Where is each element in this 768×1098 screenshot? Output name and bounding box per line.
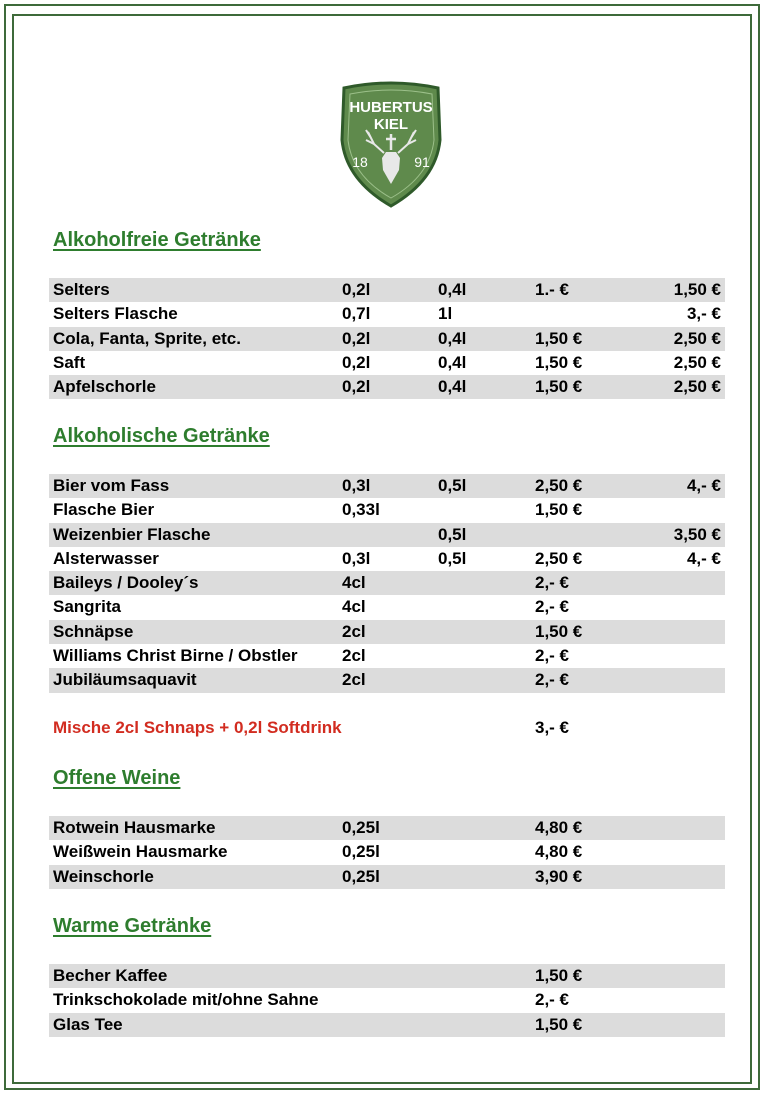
item-price-1: 2,- € <box>535 597 570 617</box>
item-price-1: 1,50 € <box>535 621 583 641</box>
item-name: Alsterwasser <box>53 548 159 568</box>
section-title-alkoholisch: Alkoholische Getränke <box>53 425 270 447</box>
table-row <box>49 620 725 644</box>
table-alkoholfrei <box>49 278 725 399</box>
item-volume-1: 2cl <box>342 646 366 666</box>
item-price-2: 1,50 € <box>673 280 721 299</box>
table-weine <box>49 816 725 889</box>
item-volume-1: 0,25l <box>342 866 380 886</box>
item-volume-1: 2cl <box>342 670 366 690</box>
item-volume-2: 1l <box>438 304 453 324</box>
section-title-alkoholfrei: Alkoholfreie Getränke <box>53 229 261 251</box>
item-price-1: 2,- € <box>535 573 570 593</box>
table-row <box>49 523 725 547</box>
item-name: Becher Kaffee <box>53 966 168 985</box>
item-volume-2: 0,5l <box>438 548 467 568</box>
item-name: Williams Christ Birne / Obstler <box>53 646 298 666</box>
item-volume-1: 0,3l <box>342 476 371 495</box>
item-volume-1: 0,25l <box>342 842 380 862</box>
item-price-2: 2,50 € <box>673 352 721 372</box>
item-price-2: 4,- € <box>686 548 721 568</box>
item-volume-1: 4cl <box>342 573 366 593</box>
item-volume-2: 0,4l <box>438 328 467 348</box>
item-name: Weizenbier Flasche <box>53 524 211 544</box>
table-row <box>49 547 725 571</box>
item-price-1: 1,50 € <box>535 966 583 985</box>
item-volume-1: 2cl <box>342 621 366 641</box>
item-name: Jubiläumsaquavit <box>53 670 197 690</box>
item-volume-2: 0,5l <box>438 476 467 495</box>
item-price-1: 2,50 € <box>535 476 583 495</box>
item-name: Glas Tee <box>53 1014 123 1034</box>
item-volume-1: 0,2l <box>342 280 371 299</box>
item-name: Rotwein Hausmarke <box>53 818 216 837</box>
item-volume-1: 0,2l <box>342 377 371 397</box>
item-price-2: 3,50 € <box>673 524 721 544</box>
logo-text-line2: KIEL <box>373 116 409 133</box>
table-row <box>49 865 725 889</box>
item-name: Flasche Bier <box>53 500 155 520</box>
item-price-2: 3,- € <box>686 304 721 324</box>
item-volume-1: 0,2l <box>342 352 371 372</box>
item-price-1: 1,50 € <box>535 328 583 348</box>
item-price-1: 1,50 € <box>535 1014 583 1034</box>
item-name: Bier vom Fass <box>53 476 170 495</box>
item-name: Weinschorle <box>53 866 154 886</box>
item-volume-2: 0,4l <box>438 280 467 299</box>
logo-year-right: 91 <box>414 154 430 170</box>
item-name: Cola, Fanta, Sprite, etc. <box>53 328 241 348</box>
item-volume-1: 0,2l <box>342 328 371 348</box>
item-volume-2: 0,4l <box>438 377 467 397</box>
item-name: Trinkschokolade mit/ohne Sahne <box>53 990 319 1010</box>
table-row <box>49 278 725 302</box>
item-price-1: 3,90 € <box>535 866 583 886</box>
special-offer-price: 3,- € <box>535 718 570 737</box>
item-price-1: 2,50 € <box>535 548 583 568</box>
item-price-1: 1.- € <box>535 280 570 299</box>
table-row <box>49 571 725 595</box>
table-row <box>49 351 725 375</box>
section-title-warm: Warme Getränke <box>53 915 212 937</box>
table-row <box>49 964 725 988</box>
table-row <box>49 327 725 351</box>
table-row <box>49 498 725 522</box>
table-row <box>49 375 725 399</box>
item-price-1: 4,80 € <box>535 818 583 837</box>
item-price-1: 1,50 € <box>535 500 583 520</box>
item-price-2: 2,50 € <box>673 377 721 397</box>
item-price-1: 2,- € <box>535 646 570 666</box>
item-volume-1: 4cl <box>342 597 366 617</box>
table-row <box>49 595 725 619</box>
item-price-2: 2,50 € <box>673 328 721 348</box>
table-row <box>49 988 725 1012</box>
section-title-weine: Offene Weine <box>53 767 181 789</box>
item-name: Apfelschorle <box>53 377 156 397</box>
hubertus-kiel-crest-logo <box>336 80 446 210</box>
item-price-2: 4,- € <box>686 476 721 495</box>
item-name: Selters <box>53 280 110 299</box>
item-price-1: 1,50 € <box>535 352 583 372</box>
item-volume-1: 0,7l <box>342 304 371 324</box>
item-volume-2: 0,4l <box>438 352 467 372</box>
item-volume-2: 0,5l <box>438 524 467 544</box>
table-row <box>49 816 725 840</box>
item-price-1: 2,- € <box>535 670 570 690</box>
table-alkoholisch <box>49 474 725 693</box>
item-price-1: 2,- € <box>535 990 570 1010</box>
logo-year-left: 18 <box>352 154 368 170</box>
item-price-1: 4,80 € <box>535 842 583 862</box>
item-name: Schnäpse <box>53 621 134 641</box>
item-name: Sangrita <box>53 597 122 617</box>
item-name: Weißwein Hausmarke <box>53 842 228 862</box>
table-row <box>49 668 725 692</box>
item-volume-1: 0,3l <box>342 548 371 568</box>
table-row <box>49 302 725 326</box>
table-row <box>49 644 725 668</box>
table-row <box>49 840 725 864</box>
table-row <box>49 1013 725 1037</box>
table-warm <box>49 964 725 1037</box>
item-name: Baileys / Dooley´s <box>53 573 199 593</box>
item-name: Saft <box>53 352 86 372</box>
item-price-1: 1,50 € <box>535 377 583 397</box>
item-volume-1: 0,33l <box>342 500 380 520</box>
table-row <box>49 474 725 498</box>
special-offer <box>53 718 729 742</box>
item-volume-1: 0,25l <box>342 818 380 837</box>
item-name: Selters Flasche <box>53 304 178 324</box>
special-offer-text: Mische 2cl Schnaps + 0,2l Softdrink <box>53 718 342 737</box>
logo-text-line1: HUBERTUS <box>349 99 433 116</box>
